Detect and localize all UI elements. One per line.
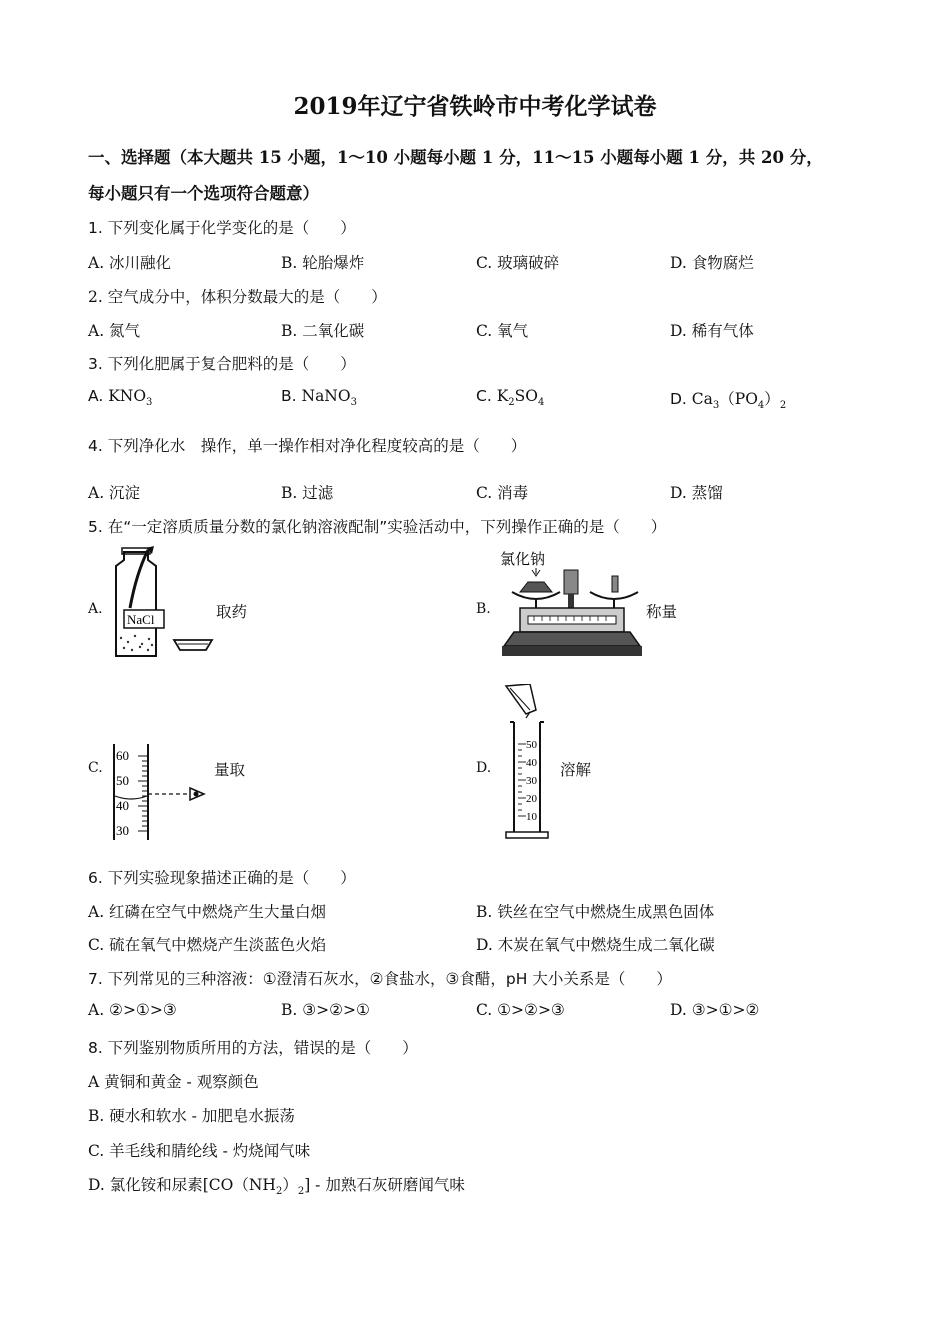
question-2-stem: 2. 空气成分中，体积分数最大的是（ ） [88,288,387,306]
q8-d-mid: ） [282,1176,298,1194]
q5-figure-a-label: A. [88,601,103,617]
question-4-stem: 4. 下列净化水 操作，单一操作相对净化程度较高的是（ ） [88,437,527,455]
q8-option-b: B. 硬水和软水 - 加肥皂水振荡 [88,1107,295,1125]
q6-option-d: D. 木炭在氧气中燃烧生成二氧化碳 [476,936,715,954]
q3-d-sub-3: 2 [779,400,787,412]
cyl-tick-10: 10 [526,811,537,823]
q8-d-prefix: D. 氯化铵和尿素[CO（NH [88,1176,276,1194]
q3-b-sub: 3 [350,397,357,409]
q7-option-c: C. ①>②>③ [476,1001,565,1019]
q8-option-d [88,1173,465,1197]
q3-d-formula-2: （PO [719,390,758,408]
question-3-stem: 3. 下列化肥属于复合肥料的是（ ） [88,355,356,373]
q3-d-letter: D. [670,390,692,408]
q3-b-letter: B. [281,387,302,405]
q3-d-formula-1: Ca [691,390,713,408]
q5-figure-c-label: C. [88,760,103,776]
cyl-tick-40: 40 [526,757,537,769]
q3-a-letter: A. [88,387,109,405]
cyl-tick-50: 50 [526,739,537,751]
q5-figure-a-caption: 取药 [216,603,248,621]
q3-c-letter: C. [476,387,497,405]
q4-option-a: A. 沉淀 [88,484,141,502]
q3-option-d [670,387,786,411]
q6-option-a: A. 红磷在空气中燃烧产生大量白烟 [88,903,327,921]
q1-option-b: B. 轮胎爆炸 [281,254,365,272]
q7-option-d: D. ③>①>② [670,1001,760,1019]
q3-c-sub-1: 2 [508,397,515,409]
q8-d-suffix: ] - 加熟石灰研磨闻气味 [304,1176,465,1194]
q3-a-formula: KNO [108,387,147,405]
q4-option-d: D. 蒸馏 [670,484,723,502]
q3-d-formula-3: ） [764,390,780,408]
q2-option-d: D. 稀有气体 [670,322,754,340]
graduated-cylinder-reading-figure [104,742,212,842]
q8-d-sub-2: 2 [297,1186,305,1198]
q5-figure-d-label: D. [476,760,492,776]
q5-figure-b-label: B. [476,601,491,617]
q1-option-a: A. 冰川融化 [88,254,172,272]
q6-option-b: B. 铁丝在空气中燃烧生成黑色固体 [476,903,715,921]
q3-c-formula-2: SO [514,387,538,405]
q2-option-c: C. 氧气 [476,322,529,340]
nacl-label: NaCl [127,612,155,627]
tick-30: 30 [116,823,129,838]
q2-option-a: A. 氮气 [88,322,141,340]
q3-c-sub-2: 4 [537,397,545,409]
question-1-stem: 1. 下列变化属于化学变化的是（ ） [88,219,356,237]
q1-option-d: D. 食物腐烂 [670,254,754,272]
question-5-stem: 5. 在“一定溶质质量分数的氯化钠溶液配制”实验活动中，下列操作正确的是（ ） [88,518,667,536]
reagent-bottle-figure [104,546,216,660]
tick-50: 50 [116,773,129,788]
q3-option-c [476,387,544,408]
section-heading-continued: 每小题只有一个选项符合题意） [88,184,319,203]
question-6-stem: 6. 下列实验现象描述正确的是（ ） [88,869,356,887]
question-8-stem: 8. 下列鉴别物质所用的方法，错误的是（ ） [88,1039,418,1057]
question-7-stem: 7. 下列常见的三种溶液：①澄清石灰水，②食盐水，③食醋，pH 大小关系是（ ） [88,970,672,988]
cyl-tick-20: 20 [526,793,537,805]
q3-b-formula: NaNO [301,387,351,405]
q3-d-sub-1: 3 [712,400,720,412]
q8-option-a: A 黄铜和黄金 - 观察颜色 [88,1073,259,1091]
q7-option-b: B. ③>②>① [281,1001,370,1019]
q5-figure-c-caption: 量取 [214,761,246,779]
q5-figure-b-caption: 称量 [646,603,678,621]
q3-option-b [281,387,357,408]
section-heading: 一、选择题（本大题共 15 小题，1～10 小题每小题 1 分，11～15 小题每小题 1 分，共 20 分， [88,148,823,167]
q3-d-sub-2: 4 [757,400,765,412]
tick-60: 60 [116,748,129,763]
q3-option-a [88,387,152,408]
q8-option-c: C. 羊毛线和腈纶线 - 灼烧闻气味 [88,1142,311,1160]
q6-option-c: C. 硫在氧气中燃烧产生淡蓝色火焰 [88,936,327,954]
sodium-chloride-label: 氯化钠 [500,552,546,568]
q5-figure-d-caption: 溶解 [560,761,592,779]
q2-option-b: B. 二氧化碳 [281,322,365,340]
balance-scale-figure [498,548,646,660]
q4-option-c: C. 消毒 [476,484,529,502]
q7-option-a: A. ②>①>③ [88,1001,177,1019]
q3-c-formula-1: K [496,387,509,405]
q8-d-sub-1: 2 [275,1186,283,1198]
cyl-tick-30: 30 [526,775,537,787]
dissolving-cylinder-figure [500,684,560,842]
tick-40: 40 [116,798,129,813]
page-title: 2019年辽宁省铁岭市中考化学试卷 [293,93,657,120]
q3-a-sub: 3 [146,397,153,409]
q1-option-c: C. 玻璃破碎 [476,254,560,272]
q4-option-b: B. 过滤 [281,484,334,502]
